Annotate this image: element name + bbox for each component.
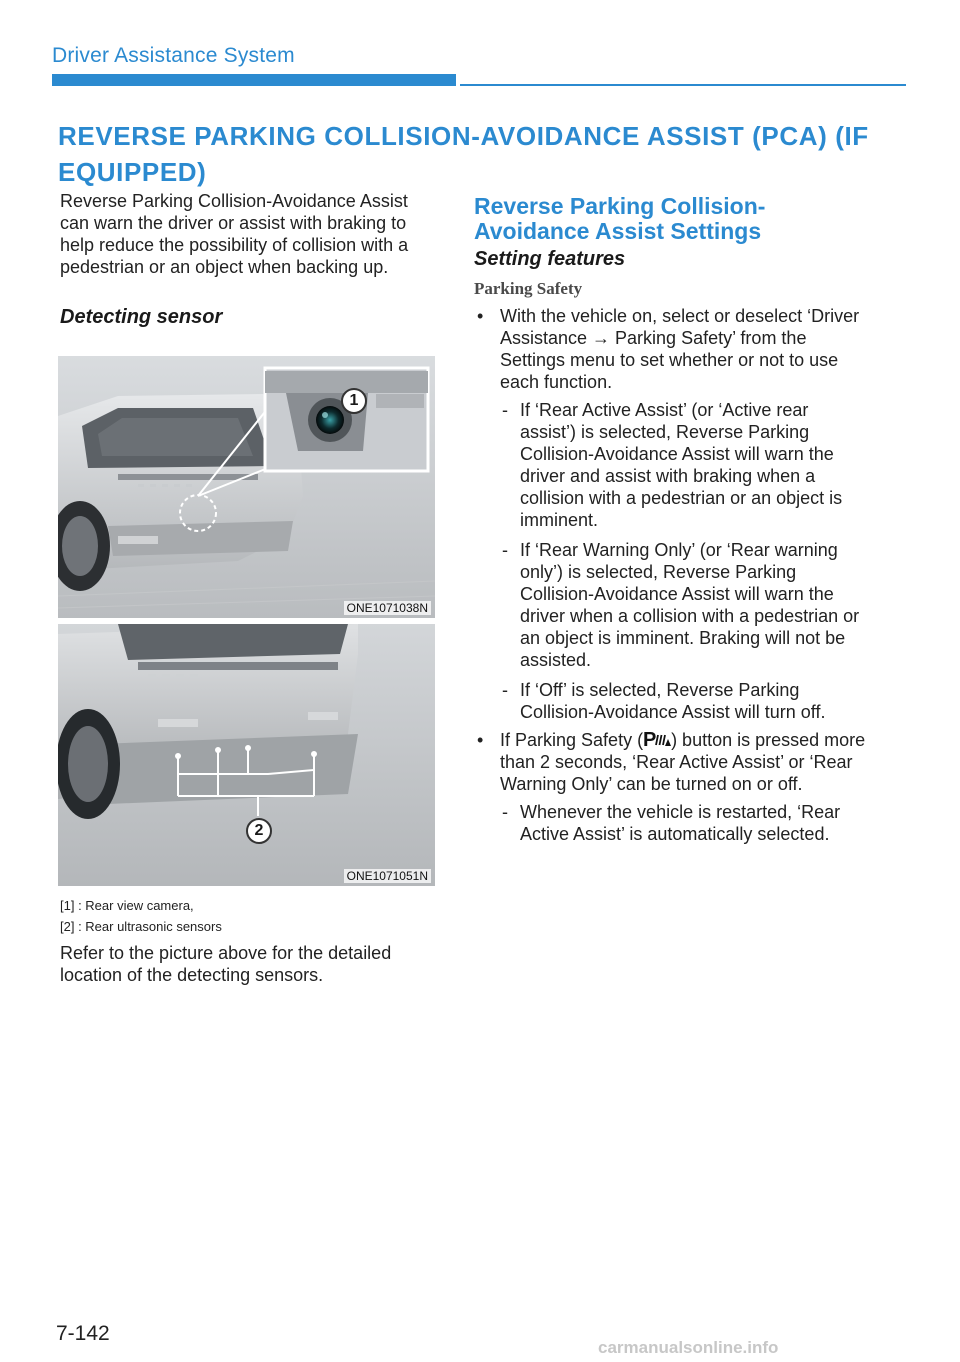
svg-text:P: P (643, 729, 657, 749)
left-column-intro (60, 190, 438, 329)
bullet-parking-safety-button (474, 729, 866, 795)
dash4-text: Whenever the vehicle is restarted, ‘Rear Active Assist’ is automatically selected. (520, 802, 841, 844)
bullet1-text: With the vehicle on, select or deselect ‘Driver Assistance → Parking Safety’ from the Settings menu to set whether or not to use each function. (500, 306, 860, 392)
bullet-mark: • (477, 730, 484, 750)
rear-sensors-illustration (58, 624, 435, 886)
dash-restart (474, 801, 866, 845)
callout-1: 1 (341, 388, 367, 414)
figure-rear-view-camera (58, 356, 435, 618)
page-title: REVERSE PARKING COLLISION-AVOIDANCE ASSIST (PCA) (IF EQUIPPED) (58, 121, 869, 187)
bullet-mark: • (477, 306, 484, 326)
intro-paragraph: Reverse Parking Collision-Avoidance Assist can warn the driver or assist with braking to help reduce the possibility of collision with a pedestrian or an object when backing up. (60, 191, 409, 277)
figure1-code: ONE1071038N (344, 601, 431, 615)
dash-mark: - (502, 802, 508, 822)
header-rule (460, 84, 906, 86)
dash-rear-warning-only (474, 539, 866, 671)
detecting-sensor-heading: Detecting sensor (60, 306, 223, 328)
section-header-title: Driver Assistance System (52, 44, 295, 67)
header-accent-bar (52, 74, 456, 86)
setting-features-heading: Setting features (474, 248, 626, 270)
dash-off (474, 679, 866, 723)
watermark: carmanualsonline.info (598, 1338, 779, 1357)
caption-2: [2] : Rear ultrasonic sensors (60, 919, 222, 934)
dash-mark: - (502, 680, 508, 700)
refer-paragraph: Refer to the picture above for the detailed location of the detecting sensors. (60, 943, 392, 985)
page-number: 7-142 (56, 1322, 110, 1345)
right-column (474, 194, 866, 845)
settings-heading-line2: Avoidance Assist Settings (474, 218, 762, 244)
figure-rear-ultrasonic-sensors (58, 624, 435, 886)
figure2-code: ONE1071051N (344, 869, 431, 883)
rear-camera-illustration (58, 356, 435, 618)
settings-heading-line1: Reverse Parking Collision- (474, 193, 766, 219)
parking-safety-heading: Parking Safety (474, 279, 583, 298)
figure-captions (60, 895, 438, 937)
bullet2-text-pre: If Parking Safety ( (500, 730, 644, 750)
settings-section-heading (474, 194, 866, 244)
dash3-text: If ‘Off’ is selected, Reverse Parking Collision-Avoidance Assist will turn off. (520, 680, 826, 722)
dash-mark: - (502, 540, 508, 560)
bullet2-text-post: ) button is pressed more than 2 seconds, ‘Rear Active Assist’ or ‘Rear Warning Only’ can be turned on or off. (500, 730, 866, 794)
dash1-text: If ‘Rear Active Assist’ (or ‘Active rear assist’) is selected, Reverse Parking Collision-Avoidance Assist will warn the driver and assist with braking when a collision with a pedestrian or an object is imminent. (520, 400, 843, 530)
bullet-settings-menu (474, 305, 866, 393)
caption-1: [1] : Rear view camera, (60, 898, 194, 913)
callout-2: 2 (246, 818, 272, 844)
dash-rear-active-assist (474, 399, 866, 531)
dash-mark: - (502, 400, 508, 420)
dash2-text: If ‘Rear Warning Only’ (or ‘Rear warning only’) is selected, Reverse Parking Collision-Avoidance Assist will warn the driver when a collision with a pedestrian or an object is imminent. Braking will not be assisted. (520, 540, 860, 670)
parking-safety-icon (643, 729, 671, 749)
